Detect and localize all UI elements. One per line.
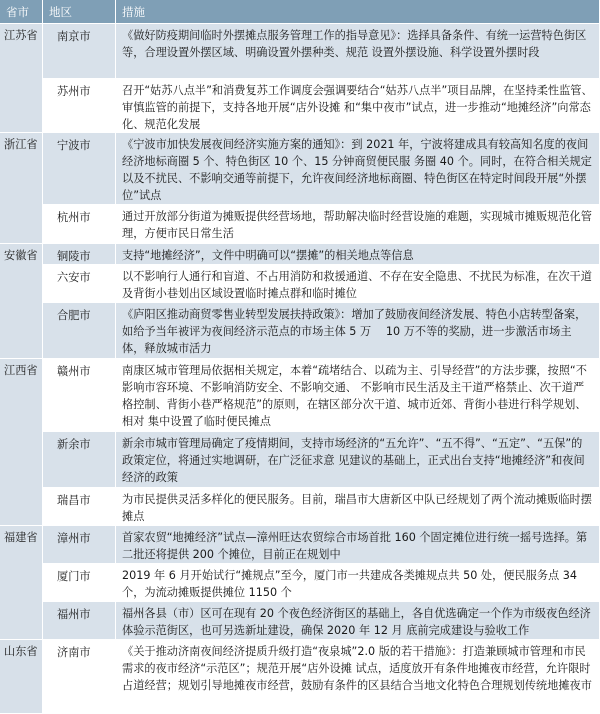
measure-cell: 南康区城市管理局依据相关规定，本着“疏堵结合、以疏为主、引导经营”的方法步骤，按照“不影响市容环境、不影响消防安全、不影响交通、 不影响市民生活及主干道严格禁止、次干道严格控制、背街小巷严格规范”的原则，在辖区部分次干道、城市近郊、背街小巷进行科学规划、相对 集中设置了临时便民摊点 xyxy=(116,359,600,432)
measure-cell: 《做好防疫期间临时外摆摊点服务管理工作的指导意见》：选择具备条件、有统一运营特色街区等，合理设置外摆区域、明确设置外摆种类、规范 设置外摆设施、科学设置外摆时段 xyxy=(116,24,600,79)
measure-cell: 《庐阳区推动商贸零售业转型发展扶持政策》：增加了鼓励夜间经济发展、特色小店转型备案，如给予当年被评为夜间经济示范点的市场主体 5 万 10 万不等的奖励，进一步激活市场主体，释放城市活力 xyxy=(116,303,600,359)
measure-cell: 2019 年 6 月开始试行“摊规点”至今，厦门市一共建成各类摊规点共 50 处，便民服务点 34 个，为流动摊贩提供摊位 1150 个 xyxy=(116,564,600,602)
province-group-jiangxi xyxy=(0,359,600,526)
table-row xyxy=(43,602,600,640)
header-province: 省市 xyxy=(0,0,43,24)
area-cell: 新余市 xyxy=(43,432,116,488)
area-cell: 合肥市 xyxy=(43,303,116,359)
table-row xyxy=(43,564,600,602)
area-cell: 六安市 xyxy=(43,265,116,303)
province-group-jiangsu xyxy=(0,24,600,133)
measure-cell: 以不影响行人通行和盲道、不占用消防和救援通道、不存在安全隐患、不扰民为标准，在次干道及背街小巷划出区域设置临时摊点群和临时摊位 xyxy=(116,265,600,303)
province-group-anhui xyxy=(0,244,600,359)
measure-cell: 《关于推动济南夜间经济提质升级打造“夜泉城”2.0 版的若干措施》：打造兼顾城市管理和市民需求的夜市经济“示范区”；规范开展“店外设摊 试点，适度放开有条件地摊夜市经营，允许限时占道经营；规划引导地摊夜市经营，鼓励有条件的区县结合当地文化特色合理规划传统地摊夜市 xyxy=(116,640,600,714)
area-cell: 铜陵市 xyxy=(43,244,116,265)
area-cell: 福州市 xyxy=(43,602,116,640)
table-row xyxy=(43,205,600,244)
area-cell: 瑞昌市 xyxy=(43,488,116,526)
area-cell: 宁波市 xyxy=(43,133,116,205)
measure-cell: 支持“地摊经济”，文件中明确可以“摆摊”的相关地点等信息 xyxy=(116,244,600,265)
province-cell: 浙江省 xyxy=(0,133,43,244)
header-measures: 措施 xyxy=(116,0,600,24)
province-group-fujian xyxy=(0,526,600,640)
table-row xyxy=(43,488,600,526)
table-row xyxy=(43,24,600,79)
area-cell: 厦门市 xyxy=(43,564,116,602)
table-row xyxy=(43,303,600,359)
area-cell: 济南市 xyxy=(43,640,116,714)
measure-cell: 通过开放部分街道为摊贩提供经营场地，帮助解决临时经营设施的难题，实现城市摊贩规范化管理，方便市民日常生活 xyxy=(116,205,600,244)
table-row xyxy=(43,432,600,488)
table-row xyxy=(43,79,600,133)
province-group-shandong xyxy=(0,640,600,714)
area-cell: 苏州市 xyxy=(43,79,116,133)
table-row xyxy=(43,526,600,564)
table-row xyxy=(43,265,600,303)
table-header xyxy=(0,0,600,24)
area-cell: 南京市 xyxy=(43,24,116,79)
province-cell: 江西省 xyxy=(0,359,43,526)
area-cell: 杭州市 xyxy=(43,205,116,244)
measure-cell: 福州各县（市）区可在现有 20 个夜色经济街区的基础上，各自优选确定一个作为市级夜色经济体验示范街区，也可另选新址建设，确保 2020 年 12 月 底前完成建设与验收工作 xyxy=(116,602,600,640)
province-cell: 江苏省 xyxy=(0,24,43,133)
measure-cell: 为市民提供灵活多样化的便民服务。目前，瑞昌市大唐新区中队已经规划了两个流动摊贩临时摆摊点 xyxy=(116,488,600,526)
area-cell: 漳州市 xyxy=(43,526,116,564)
header-area: 地区 xyxy=(43,0,116,24)
province-cell: 安徽省 xyxy=(0,244,43,359)
table-row xyxy=(43,133,600,205)
table-row xyxy=(43,359,600,432)
measure-cell: 新余市城市管理局确定了疫情期间，支持市场经济的“五允许”、“五不得”、“五定”、“五保”的政策定位，将通过实地调研，在广泛征求意 见建议的基础上，正式出台支持“地摊经济”和夜间经济的政策 xyxy=(116,432,600,488)
measure-cell: 首家农贸“地摊经济”试点—漳州旺达农贸综合市场首批 160 个固定摊位进行统一摇号选择。第二批还将提供 200 个摊位，目前正在规划中 xyxy=(116,526,600,564)
province-group-zhejiang xyxy=(0,133,600,244)
measure-cell: 召开“姑苏八点半”和消费复苏工作调度会强调要结合“姑苏八点半”项目品牌，在坚持柔性监管、审慎监管的前提下，支持各地开展“店外设摊 和“集中夜市”试点，进一步推动“地摊经济”向常态化、规范化发展 xyxy=(116,79,600,133)
table-row xyxy=(43,640,600,714)
province-cell: 福建省 xyxy=(0,526,43,640)
area-cell: 赣州市 xyxy=(43,359,116,432)
measure-cell: 《宁波市加快发展夜间经济实施方案的通知》：到 2021 年，宁波将建成具有较高知名度的夜间经济地标商圈 5 个、特色街区 10 个、15 分钟商贸便民服 务圈 40 个。同时，在符合相关规定以及不扰民、不影响交通等前提下，允许夜间经济地标商圈、特色街区在特定时间段开展“外摆位”试点 xyxy=(116,133,600,205)
province-cell: 山东省 xyxy=(0,640,43,714)
table-row xyxy=(43,244,600,265)
